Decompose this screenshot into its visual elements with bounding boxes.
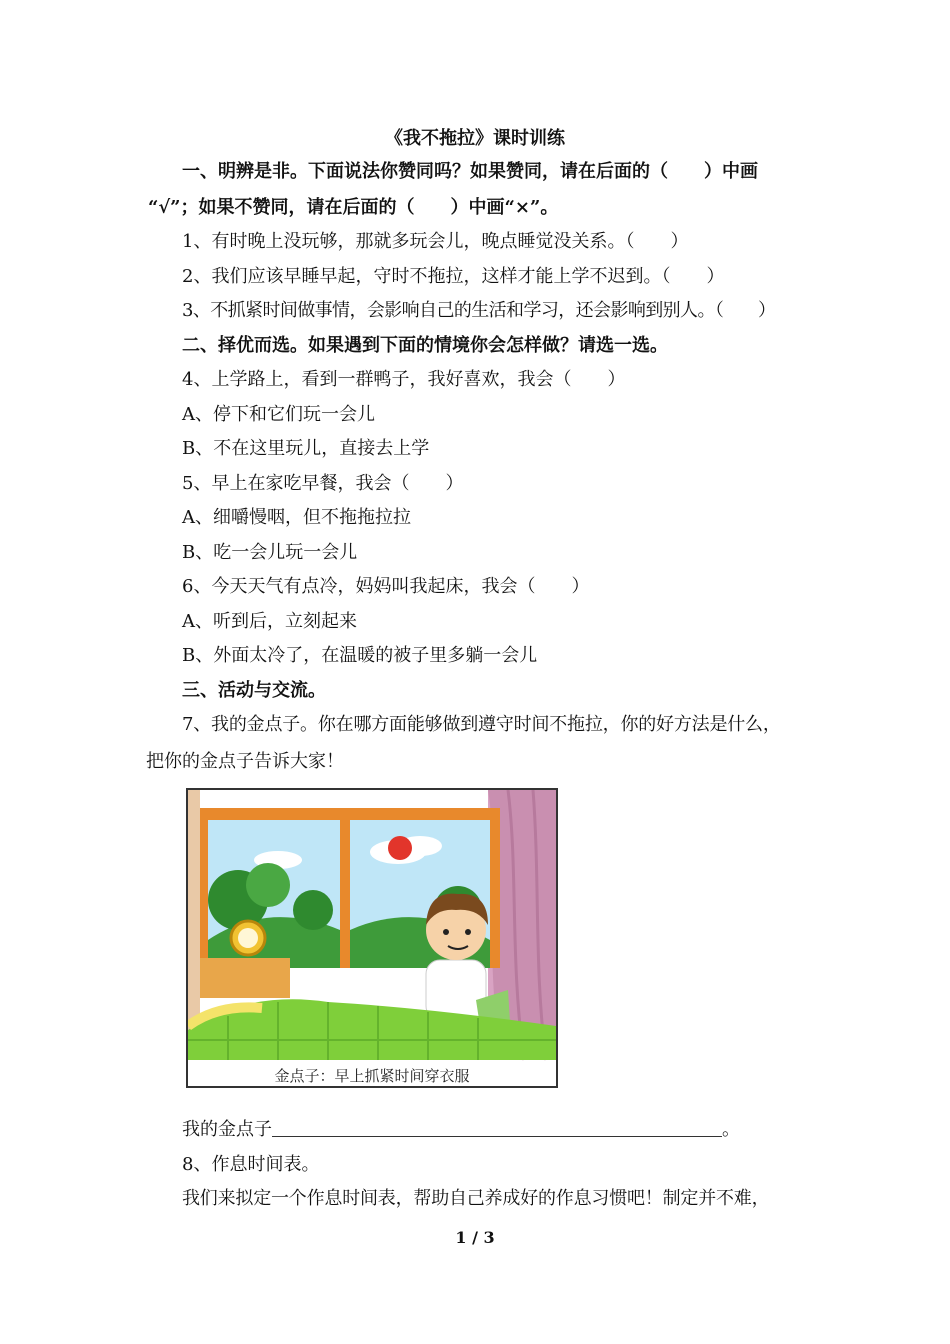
question-4: 4、上学路上，看到一群鸭子，我好喜欢，我会（ ） <box>182 369 626 390</box>
golden-idea-illustration <box>186 788 558 1088</box>
my-idea-label: 我的金点子 <box>182 1119 272 1140</box>
section1-heading-line2: “√”；如果不赞同，请在后面的（ ）中画“×”。 <box>148 197 559 218</box>
illustration-caption: 金点子：早上抓紧时间穿衣服 <box>274 1067 470 1085</box>
question-5-option-b: B、吃一会儿玩一会儿 <box>182 542 358 563</box>
section2-heading: 二、择优而选。如果遇到下面的情境你会怎样做？请选一选。 <box>182 335 668 356</box>
section3-heading: 三、活动与交流。 <box>182 680 326 701</box>
question-3: 3、不抓紧时间做事情，会影响自己的生活和学习，还会影响到别人。（ ） <box>182 300 776 321</box>
question-5-option-a: A、细嚼慢咽，但不拖拖拉拉 <box>182 507 411 528</box>
question-4-option-a: A、停下和它们玩一会儿 <box>182 404 375 425</box>
question-8-text: 我们来拟定一个作息时间表，帮助自己养成好的作息习惯吧！制定并不难， <box>182 1188 770 1209</box>
my-idea-blank[interactable] <box>272 1118 722 1137</box>
page-title: 《我不拖拉》课时训练 <box>385 128 565 149</box>
question-6-option-a: A、听到后，立刻起来 <box>182 611 357 632</box>
question-8: 8、作息时间表。 <box>182 1154 320 1175</box>
question-7-line2: 把你的金点子告诉大家！ <box>146 751 344 772</box>
my-idea-line <box>182 1118 740 1142</box>
question-5: 5、早上在家吃早餐，我会（ ） <box>182 473 464 494</box>
question-7-line1: 7、我的金点子。你在哪方面能够做到遵守时间不拖拉，你的好方法是什么， <box>182 714 781 735</box>
my-idea-end: 。 <box>722 1119 740 1140</box>
page-number: 1 / 3 <box>455 1228 495 1247</box>
question-2: 2、我们应该早睡早起，守时不拖拉，这样才能上学不迟到。（ ） <box>182 266 725 287</box>
question-4-option-b: B、不在这里玩儿，直接去上学 <box>182 438 430 459</box>
question-1: 1、有时晚上没玩够，那就多玩会儿，晚点睡觉没关系。（ ） <box>182 231 689 252</box>
illustration-art <box>188 790 556 1086</box>
section1-heading-line1: 一、明辨是非。下面说法你赞同吗？如果赞同，请在后面的（ ）中画 <box>182 161 758 182</box>
question-6-option-b: B、外面太冷了，在温暖的被子里多躺一会儿 <box>182 645 538 666</box>
question-6: 6、今天天气有点冷，妈妈叫我起床，我会（ ） <box>182 576 590 597</box>
